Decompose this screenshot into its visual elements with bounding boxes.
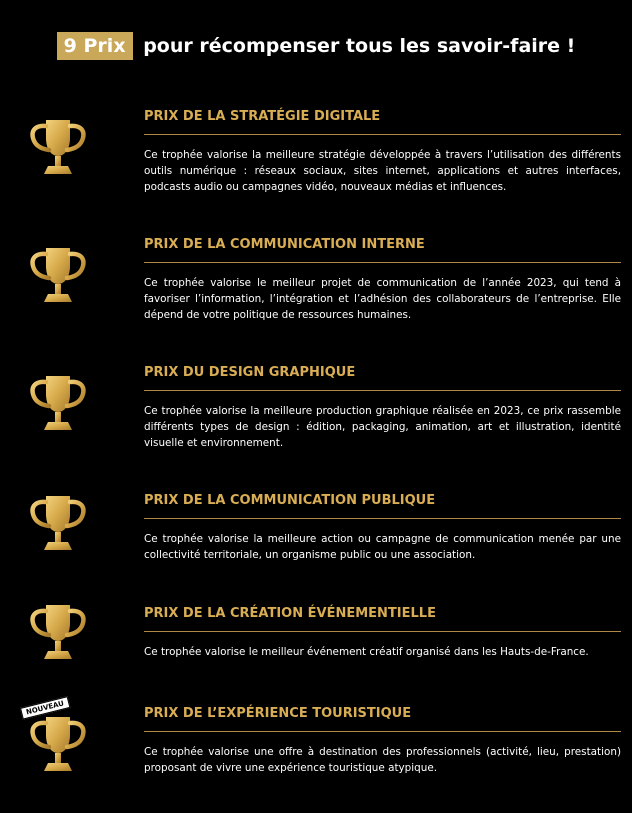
title-divider [144,631,621,632]
trophy-icon [28,492,88,554]
trophy-icon [28,713,88,775]
award-title: PRIX DE LA CRÉATION ÉVÉNEMENTIELLE [144,606,436,621]
award-description: Ce trophée valorise la meilleure action ou campagne de communication menée par une collectivité territoriale, un organisme public ou une association. [144,533,621,561]
award-description: Ce trophée valorise le meilleur événement créatif organisé dans les Hauts-de-France. [144,646,589,658]
trophy-icon [28,601,88,663]
award-title: PRIX DU DESIGN GRAPHIQUE [144,365,356,380]
trophy-icon [28,372,88,434]
award-title: PRIX DE L’EXPÉRIENCE TOURISTIQUE [144,706,412,721]
title-divider [144,518,621,519]
trophy-icon [28,116,88,178]
heading-text: pour récompenser tous les savoir-faire ! [143,35,576,57]
award-title: PRIX DE LA COMMUNICATION PUBLIQUE [144,493,436,508]
page-heading [0,32,632,60]
trophy-icon [28,244,88,306]
prize-count-badge: 9 Prix [57,32,133,60]
title-divider [144,731,621,732]
award-description: Ce trophée valorise la meilleure stratégie développée à travers l’utilisation des différents outils numérique : réseaux sociaux, sites internet, applications et autres interfaces, podcasts audio ou campagnes vidéo, nouveaux médias et influences. [144,149,621,193]
title-divider [144,390,621,391]
award-description: Ce trophée valorise le meilleur projet de communication de l’année 2023, qui tend à favoriser l’information, l’intégration et l’adhésion des collaborateurs de l’entreprise. Elle dépend de votre politique de ressources humaines. [144,277,621,321]
award-title: PRIX DE LA STRATÉGIE DIGITALE [144,109,381,124]
award-title: PRIX DE LA COMMUNICATION INTERNE [144,237,425,252]
title-divider [144,262,621,263]
title-divider [144,134,621,135]
award-description: Ce trophée valorise une offre à destination des professionnels (activité, lieu, prestation) proposant de vivre une expérience touristique atypique. [144,746,621,774]
award-description: Ce trophée valorise la meilleure production graphique réalisée en 2023, ce prix rassemble différents types de design : édition, packaging, animation, art et illustration, identité visuelle et environnement. [144,405,621,449]
new-tag: NOUVEAU [20,696,70,719]
